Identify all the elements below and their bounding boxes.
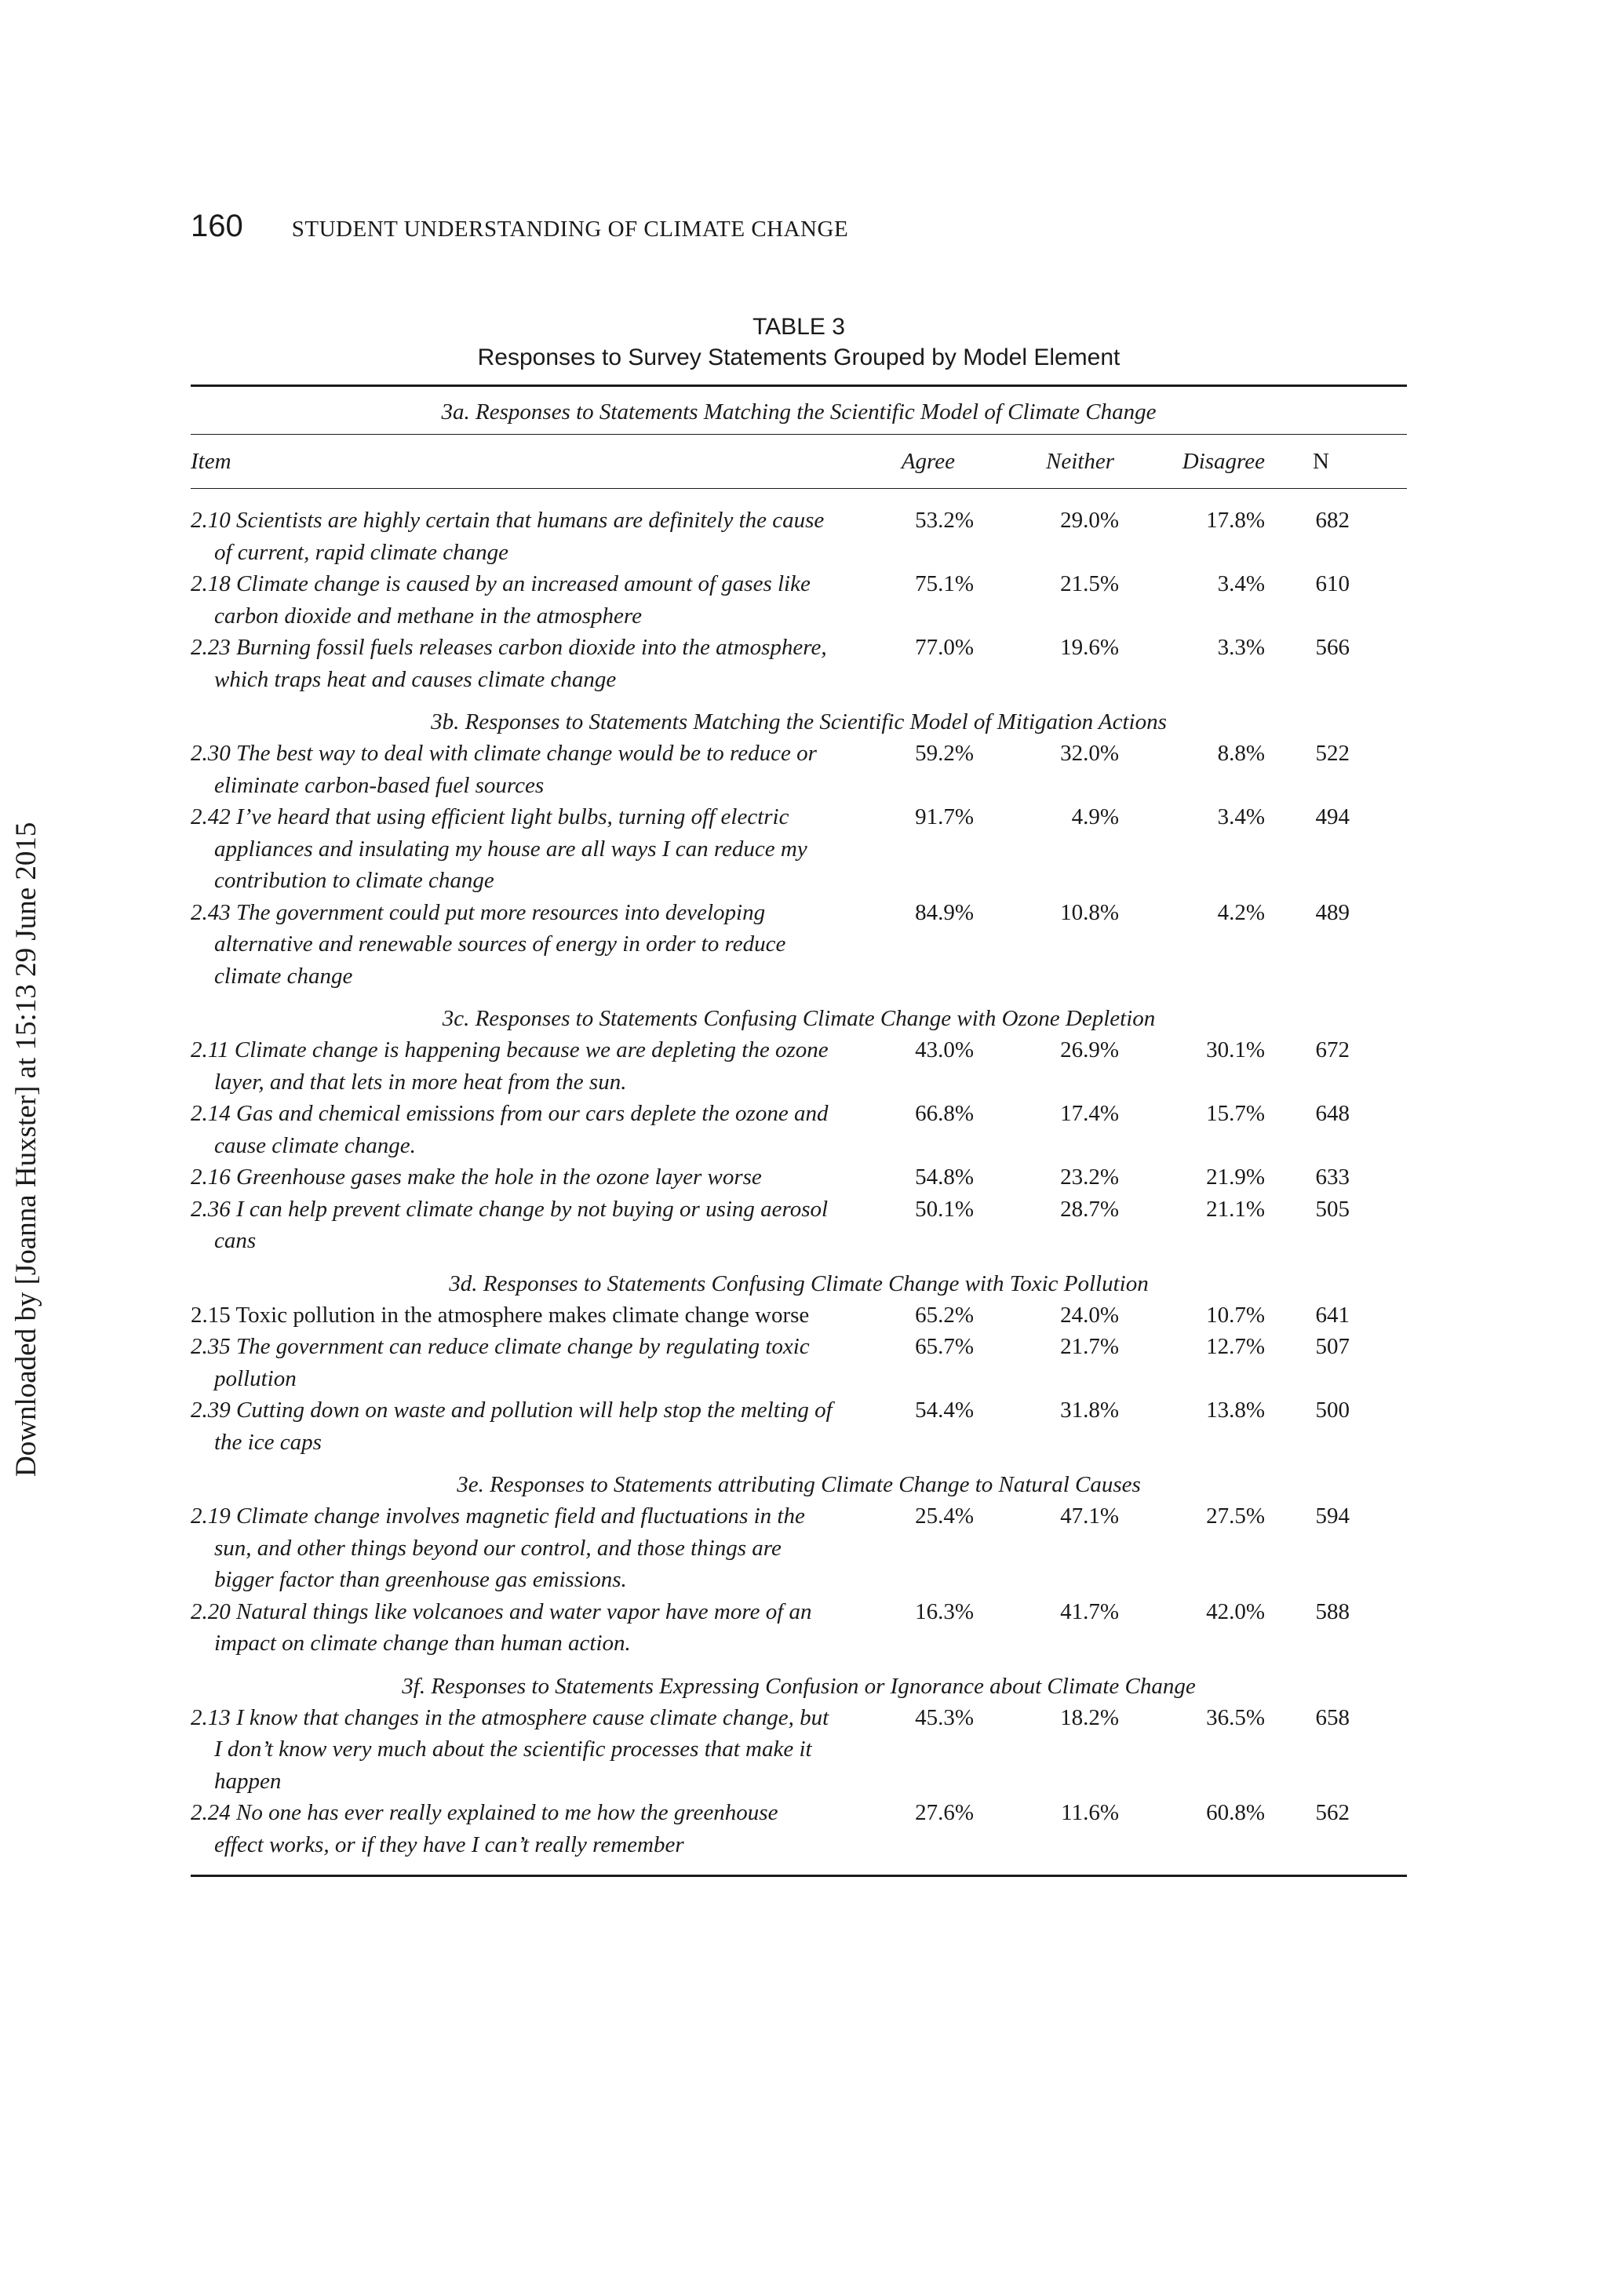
section-heading: 3d. Responses to Statements Confusing Climate Change with Toxic Pollution (449, 1270, 1149, 1296)
cell-neither: 19.6% (1060, 635, 1119, 660)
table-row (191, 738, 1407, 801)
cell-neither: 31.8% (1060, 1398, 1119, 1423)
table-body (191, 489, 1407, 1860)
cell-n: 658 (1315, 1704, 1350, 1730)
table-label: TABLE 3 (752, 314, 845, 340)
cell-n: 500 (1315, 1398, 1350, 1423)
cell-item (191, 1161, 833, 1194)
table-row (191, 1500, 1407, 1596)
section-heading: 3e. Responses to Statements attributing Climate Change to Natural Causes (457, 1472, 1141, 1497)
cell-agree: 65.2% (915, 1302, 974, 1328)
item-text: 2.14 Gas and chemical emissions from our cars deplete the ozone and cause climate change. (191, 1101, 829, 1158)
cell-disagree: 10.7% (1206, 1302, 1265, 1328)
cell-n: 641 (1315, 1302, 1350, 1328)
item-text: 2.42 I’ve heard that using efficient light bulbs, turning off electric appliances and insulating my house are all ways I can reduce my contribution to climate change (191, 804, 807, 893)
item-text: 2.13 I know that changes in the atmosphere cause climate change, but I don’t know very much about the scientific processes that make it happen (191, 1704, 829, 1794)
table-row (191, 1161, 1407, 1194)
cell-neither: 23.2% (1060, 1164, 1119, 1190)
cell-agree: 43.0% (915, 1037, 974, 1062)
table-caption (191, 312, 1407, 374)
cell-neither: 21.5% (1060, 571, 1119, 596)
cell-item (191, 1331, 833, 1394)
item-text: 2.23 Burning fossil fuels releases carbon dioxide into the atmosphere, which traps heat and causes climate change (191, 635, 827, 692)
item-text: 2.35 The government can reduce climate change by regulating toxic pollution (191, 1334, 810, 1391)
download-stamp-text: Downloaded by [Joanna Huxster] at 15:13 29 June 2015 (10, 822, 42, 1477)
table-title: Responses to Survey Statements Grouped by Model Element (477, 344, 1121, 370)
table-row (191, 1596, 1407, 1660)
item-text: 2.16 Greenhouse gases make the hole in the ozone layer worse (191, 1164, 762, 1190)
cell-neither: 28.7% (1060, 1196, 1119, 1222)
cell-disagree: 3.4% (1217, 571, 1265, 596)
cell-n: 610 (1315, 571, 1350, 596)
item-text: 2.18 Climate change is caused by an increased amount of gases like carbon dioxide and methane in the atmosphere (191, 571, 811, 629)
cell-n: 566 (1315, 635, 1350, 660)
cell-neither: 11.6% (1061, 1800, 1119, 1825)
item-text: 2.24 No one has ever really explained to me how the greenhouse effect works, or if they have I can’t really remember (191, 1800, 778, 1857)
cell-neither: 10.8% (1060, 899, 1119, 925)
table-row (191, 1098, 1407, 1161)
cell-item (191, 505, 833, 568)
cell-agree: 65.7% (915, 1334, 974, 1359)
table-row (191, 1194, 1407, 1257)
cell-disagree: 3.4% (1217, 804, 1265, 829)
page-number: 160 (191, 209, 243, 243)
cell-n: 562 (1315, 1800, 1350, 1825)
cell-item (191, 1194, 833, 1257)
cell-item (191, 1702, 833, 1798)
survey-table (191, 384, 1407, 1877)
item-text: 2.15 Toxic pollution in the atmosphere makes climate change worse (191, 1302, 810, 1328)
cell-neither: 21.7% (1060, 1334, 1119, 1359)
cell-n: 505 (1315, 1196, 1350, 1222)
cell-item (191, 1596, 833, 1660)
cell-item (191, 1034, 833, 1098)
cell-agree: 25.4% (915, 1503, 974, 1529)
cell-item (191, 568, 833, 632)
cell-agree: 16.3% (915, 1598, 974, 1624)
section-heading: 3b. Responses to Statements Matching the Scientific Model of Mitigation Actions (431, 709, 1167, 734)
cell-disagree: 17.8% (1206, 508, 1265, 533)
cell-agree: 45.3% (915, 1704, 974, 1730)
item-text: 2.36 I can help prevent climate change by not buying or using aerosol cans (191, 1196, 829, 1253)
column-header-n: N (1313, 448, 1329, 474)
cell-item (191, 1394, 833, 1458)
cell-neither: 29.0% (1060, 508, 1119, 533)
cell-n: 648 (1315, 1101, 1350, 1126)
cell-n: 522 (1315, 741, 1350, 766)
cell-neither: 18.2% (1060, 1704, 1119, 1730)
cell-item (191, 1098, 833, 1161)
cell-item (191, 801, 833, 897)
table-row (191, 801, 1407, 897)
cell-item (191, 1500, 833, 1596)
cell-neither: 41.7% (1060, 1598, 1119, 1624)
cell-disagree: 8.8% (1217, 741, 1265, 766)
running-title: STUDENT UNDERSTANDING OF CLIMATE CHANGE (291, 217, 849, 242)
cell-item (191, 632, 833, 695)
cell-n: 507 (1315, 1334, 1350, 1359)
cell-agree: 53.2% (915, 508, 974, 533)
cell-neither: 32.0% (1060, 741, 1119, 766)
section-heading: 3f. Responses to Statements Expressing Confusion or Ignorance about Climate Change (402, 1673, 1196, 1699)
cell-neither: 26.9% (1060, 1037, 1119, 1062)
cell-agree: 75.1% (915, 571, 974, 596)
cell-agree: 27.6% (915, 1800, 974, 1825)
cell-neither: 24.0% (1060, 1302, 1119, 1328)
cell-agree: 50.1% (915, 1196, 974, 1222)
cell-neither: 4.9% (1071, 804, 1119, 829)
table-row (191, 1702, 1407, 1798)
table-row (191, 568, 1407, 632)
table-row (191, 1299, 1407, 1332)
item-text: 2.10 Scientists are highly certain that humans are definitely the cause of current, rapid climate change (191, 508, 825, 565)
cell-disagree: 3.3% (1217, 635, 1265, 660)
column-header-disagree: Disagree (1182, 448, 1265, 474)
item-text: 2.30 The best way to deal with climate change would be to reduce or eliminate carbon-based fuel sources (191, 741, 817, 798)
running-head (191, 209, 848, 244)
cell-agree: 59.2% (915, 741, 974, 766)
cell-item (191, 1299, 833, 1332)
cell-item (191, 738, 833, 801)
section-heading: 3c. Responses to Statements Confusing Climate Change with Ozone Depletion (442, 1006, 1156, 1031)
cell-n: 672 (1315, 1037, 1350, 1062)
cell-n: 494 (1315, 804, 1350, 829)
column-header-item: Item (191, 448, 231, 474)
column-header-agree: Agree (901, 448, 955, 474)
cell-n: 588 (1315, 1598, 1350, 1624)
section-heading: 3a. Responses to Statements Matching the Scientific Model of Climate Change (441, 399, 1157, 425)
table-row (191, 1797, 1407, 1860)
table-row (191, 505, 1407, 568)
item-text: 2.19 Climate change involves magnetic field and fluctuations in the sun, and other things beyond our control, and those things are bigger factor than greenhouse gas emissions. (191, 1503, 805, 1592)
cell-disagree: 12.7% (1206, 1334, 1265, 1359)
table-row (191, 897, 1407, 993)
cell-neither: 47.1% (1060, 1503, 1119, 1529)
cell-agree: 77.0% (915, 635, 974, 660)
table-row (191, 1034, 1407, 1098)
cell-disagree: 36.5% (1206, 1704, 1265, 1730)
cell-agree: 66.8% (915, 1101, 974, 1126)
cell-item (191, 897, 833, 993)
cell-n: 489 (1315, 899, 1350, 925)
item-text: 2.43 The government could put more resources into developing alternative and renewable sources of energy in order to reduce climate change (191, 899, 786, 989)
cell-disagree: 60.8% (1206, 1800, 1265, 1825)
cell-disagree: 13.8% (1206, 1398, 1265, 1423)
column-header-neither: Neither (1046, 448, 1114, 474)
cell-n: 682 (1315, 508, 1350, 533)
cell-disagree: 30.1% (1206, 1037, 1265, 1062)
cell-agree: 91.7% (915, 804, 974, 829)
item-text: 2.20 Natural things like volcanoes and water vapor have more of an impact on climate change than human action. (191, 1598, 812, 1656)
table-row (191, 632, 1407, 695)
cell-disagree: 15.7% (1206, 1101, 1265, 1126)
cell-item (191, 1797, 833, 1860)
cell-disagree: 21.9% (1206, 1164, 1265, 1190)
bottom-rule (191, 1875, 1407, 1877)
cell-disagree: 21.1% (1206, 1196, 1265, 1222)
cell-agree: 54.4% (915, 1398, 974, 1423)
cell-n: 594 (1315, 1503, 1350, 1529)
cell-n: 633 (1315, 1164, 1350, 1190)
cell-disagree: 42.0% (1206, 1598, 1265, 1624)
table-row (191, 1331, 1407, 1394)
cell-disagree: 4.2% (1217, 899, 1265, 925)
table-row (191, 1394, 1407, 1458)
cell-neither: 17.4% (1060, 1101, 1119, 1126)
column-header-row (191, 435, 1407, 488)
cell-agree: 54.8% (915, 1164, 974, 1190)
item-text: 2.39 Cutting down on waste and pollution will help stop the melting of the ice caps (191, 1398, 833, 1455)
item-text: 2.11 Climate change is happening because we are depleting the ozone layer, and that lets in more heat from the sun. (191, 1037, 829, 1095)
cell-disagree: 27.5% (1206, 1503, 1265, 1529)
cell-agree: 84.9% (915, 899, 974, 925)
